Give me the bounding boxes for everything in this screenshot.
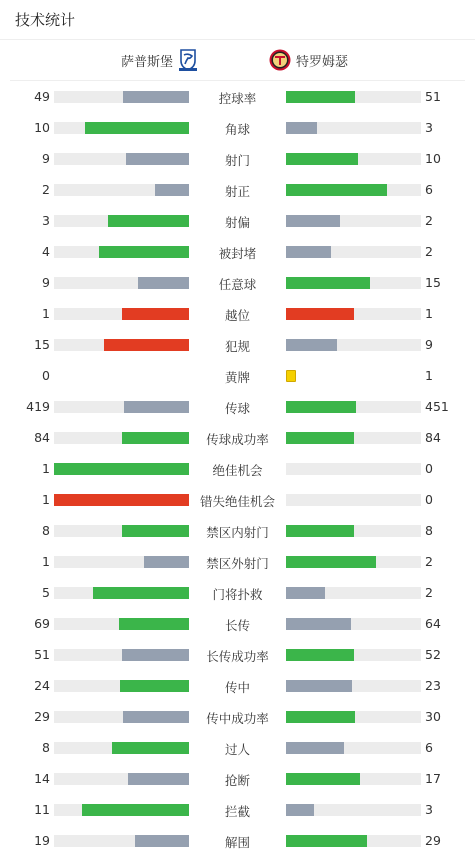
home-bar-track [54, 618, 189, 630]
stat-row [0, 453, 475, 484]
away-value: 2 [425, 585, 433, 600]
home-bar-track [54, 649, 189, 661]
home-bar-fill [122, 308, 190, 320]
away-bar-track [286, 773, 421, 785]
stat-name: 抢断 [224, 773, 250, 788]
stat-name: 射正 [224, 184, 250, 199]
away-bar-fill [286, 308, 354, 320]
home-bar-fill [54, 494, 189, 506]
home-bar-track [54, 184, 189, 196]
away-bar-track [286, 91, 421, 103]
home-value: 9 [42, 275, 50, 290]
away-bar-track [286, 463, 421, 475]
home-value: 5 [42, 585, 50, 600]
home-value: 419 [26, 399, 50, 414]
stat-name: 射门 [224, 153, 250, 168]
home-bar-fill [104, 339, 189, 351]
home-bar-track [54, 773, 189, 785]
away-bar-track [286, 556, 421, 568]
away-value: 15 [425, 275, 441, 290]
home-value: 11 [34, 802, 50, 817]
stat-row [0, 515, 475, 546]
stat-name: 解围 [224, 835, 250, 850]
stat-name: 长传成功率 [206, 649, 269, 664]
stats-list [0, 81, 475, 856]
stat-name: 禁区内射门 [206, 525, 269, 540]
away-bar-track [286, 587, 421, 599]
home-bar-track [54, 339, 189, 351]
away-bar-track [286, 401, 421, 413]
away-value: 51 [425, 89, 441, 104]
home-bar-fill [138, 277, 189, 289]
away-bar-fill [286, 277, 370, 289]
stat-row [0, 329, 475, 360]
home-bar-fill [128, 773, 189, 785]
away-bar-fill [286, 215, 340, 227]
away-value: 1 [425, 306, 433, 321]
away-bar-fill [286, 649, 354, 661]
stat-row [0, 763, 475, 794]
away-bar-track [286, 742, 421, 754]
home-bar-fill [123, 91, 189, 103]
away-value: 3 [425, 120, 433, 135]
stat-row [0, 422, 475, 453]
away-bar-track [286, 246, 421, 258]
home-value: 0 [42, 368, 50, 383]
away-bar-track [286, 215, 421, 227]
away-bar-fill [286, 742, 344, 754]
stat-row [0, 81, 475, 112]
home-bar-fill [85, 122, 189, 134]
home-bar-fill [54, 463, 189, 475]
home-bar-fill [112, 742, 189, 754]
stat-name: 犯规 [224, 339, 250, 354]
page-title: 技术统计 [15, 11, 76, 29]
stat-row [0, 670, 475, 701]
home-bar-track [54, 525, 189, 537]
away-value: 2 [425, 554, 433, 569]
away-value: 451 [425, 399, 449, 414]
home-bar-fill [99, 246, 189, 258]
away-bar-fill [286, 184, 387, 196]
home-value: 15 [34, 337, 50, 352]
home-bar-fill [120, 680, 189, 692]
away-value: 0 [425, 492, 433, 507]
yellow-card-icon [286, 370, 296, 382]
away-team-name: 特罗姆瑟 [296, 54, 349, 70]
away-bar-track [286, 277, 421, 289]
stat-row [0, 825, 475, 856]
away-bar-track [286, 649, 421, 661]
stat-row [0, 608, 475, 639]
home-bar-track [54, 308, 189, 320]
home-bar-track [54, 432, 189, 444]
stat-name: 任意球 [218, 277, 257, 292]
away-value: 29 [425, 833, 441, 848]
home-team[interactable] [10, 49, 237, 71]
home-value: 29 [34, 709, 50, 724]
teams-row [10, 40, 465, 81]
away-bar-fill [286, 432, 354, 444]
away-value: 3 [425, 802, 433, 817]
home-bar-track [54, 494, 189, 506]
home-bar-fill [124, 401, 189, 413]
away-bar-fill [286, 618, 351, 630]
home-value: 3 [42, 213, 50, 228]
away-bar-track [286, 153, 421, 165]
home-team-logo-icon [179, 49, 197, 71]
away-value: 10 [425, 151, 441, 166]
stat-row [0, 360, 475, 391]
home-value: 1 [42, 306, 50, 321]
away-bar-fill [286, 525, 354, 537]
away-value: 23 [425, 678, 441, 693]
away-value: 17 [425, 771, 441, 786]
away-bar-track [286, 525, 421, 537]
stat-name: 过人 [224, 742, 250, 757]
home-value: 24 [34, 678, 50, 693]
away-value: 6 [425, 182, 433, 197]
home-value: 4 [42, 244, 50, 259]
stat-name: 控球率 [218, 91, 257, 106]
away-bar-fill [286, 401, 356, 413]
home-bar-fill [93, 587, 189, 599]
home-bar-fill [155, 184, 189, 196]
home-value: 1 [42, 461, 50, 476]
away-bar-fill [286, 680, 352, 692]
away-bar-fill [286, 773, 360, 785]
stat-row [0, 236, 475, 267]
home-bar-track [54, 835, 189, 847]
away-bar-fill [286, 587, 325, 599]
home-bar-track [54, 215, 189, 227]
away-bar-fill [286, 122, 317, 134]
home-bar-fill [108, 215, 189, 227]
stat-name: 传球成功率 [206, 432, 269, 447]
stat-name: 绝佳机会 [212, 463, 263, 478]
away-value: 1 [425, 368, 433, 383]
home-bar-fill [144, 556, 189, 568]
away-team-logo-icon [269, 49, 291, 71]
away-value: 52 [425, 647, 441, 662]
away-bar-track [286, 339, 421, 351]
away-bar-fill [286, 91, 355, 103]
away-bar-track [286, 618, 421, 630]
stat-row [0, 143, 475, 174]
stat-name: 门将扑救 [212, 587, 263, 602]
away-bar-track [286, 494, 421, 506]
home-bar-track [54, 804, 189, 816]
home-value: 84 [34, 430, 50, 445]
home-bar-track [54, 742, 189, 754]
home-bar-fill [126, 153, 189, 165]
home-value: 49 [34, 89, 50, 104]
home-bar-track [54, 680, 189, 692]
away-bar-fill [286, 835, 367, 847]
away-bar-track [286, 308, 421, 320]
home-bar-track [54, 153, 189, 165]
stat-name: 错失绝佳机会 [199, 494, 275, 509]
stat-row [0, 298, 475, 329]
home-bar-track [54, 91, 189, 103]
away-value: 84 [425, 430, 441, 445]
home-value: 2 [42, 182, 50, 197]
stat-row [0, 577, 475, 608]
home-bar-track [54, 246, 189, 258]
home-bar-fill [122, 432, 190, 444]
home-value: 69 [34, 616, 50, 631]
away-bar-track [286, 184, 421, 196]
away-bar-track [286, 835, 421, 847]
away-value: 2 [425, 213, 433, 228]
stat-name: 传中 [224, 680, 250, 695]
stat-name: 拦截 [224, 804, 250, 819]
home-value: 19 [34, 833, 50, 848]
stat-name: 射偏 [224, 215, 250, 230]
home-value: 8 [42, 523, 50, 538]
away-bar-track [286, 804, 421, 816]
away-bar-track [286, 122, 421, 134]
away-team[interactable] [237, 49, 465, 71]
home-bar-track [54, 463, 189, 475]
stat-row [0, 391, 475, 422]
away-bar-fill [286, 339, 337, 351]
home-bar-fill [119, 618, 189, 630]
home-bar-track [54, 122, 189, 134]
stat-name: 越位 [224, 308, 250, 323]
away-value: 30 [425, 709, 441, 724]
stat-row [0, 732, 475, 763]
away-value: 8 [425, 523, 433, 538]
home-bar-track [54, 277, 189, 289]
home-bar-fill [122, 525, 190, 537]
away-bar-fill [286, 804, 314, 816]
stat-name: 传中成功率 [206, 711, 269, 726]
stats-header [0, 0, 475, 40]
home-value: 51 [34, 647, 50, 662]
stat-name: 长传 [224, 618, 250, 633]
home-bar-track [54, 556, 189, 568]
stat-row [0, 639, 475, 670]
stat-row [0, 112, 475, 143]
home-team-name: 萨普斯堡 [120, 54, 173, 70]
away-bar-fill [286, 711, 355, 723]
away-bar-fill [286, 153, 358, 165]
stat-name: 角球 [224, 122, 250, 137]
stat-row [0, 794, 475, 825]
home-value: 10 [34, 120, 50, 135]
home-value: 1 [42, 492, 50, 507]
away-value: 2 [425, 244, 433, 259]
away-value: 6 [425, 740, 433, 755]
home-bar-track [54, 401, 189, 413]
stat-row [0, 174, 475, 205]
away-value: 9 [425, 337, 433, 352]
stat-row [0, 546, 475, 577]
home-value: 8 [42, 740, 50, 755]
away-bar-track [286, 432, 421, 444]
home-bar-fill [123, 711, 189, 723]
home-value: 1 [42, 554, 50, 569]
home-bar-track [54, 587, 189, 599]
stat-name: 被封堵 [218, 246, 257, 261]
home-bar-fill [135, 835, 189, 847]
away-value: 64 [425, 616, 441, 631]
stat-row [0, 205, 475, 236]
stat-row [0, 484, 475, 515]
stat-name: 禁区外射门 [206, 556, 269, 571]
home-value: 14 [34, 771, 50, 786]
away-value: 0 [425, 461, 433, 476]
home-value: 9 [42, 151, 50, 166]
stat-name: 传球 [224, 401, 250, 416]
away-bar-track [286, 680, 421, 692]
away-bar-fill [286, 556, 376, 568]
home-bar-track [54, 711, 189, 723]
home-bar-fill [122, 649, 190, 661]
away-bar-track [286, 711, 421, 723]
stat-row [0, 267, 475, 298]
away-bar-fill [286, 246, 331, 258]
stat-name: 黄牌 [224, 370, 250, 385]
stat-row [0, 701, 475, 732]
home-bar-fill [82, 804, 189, 816]
